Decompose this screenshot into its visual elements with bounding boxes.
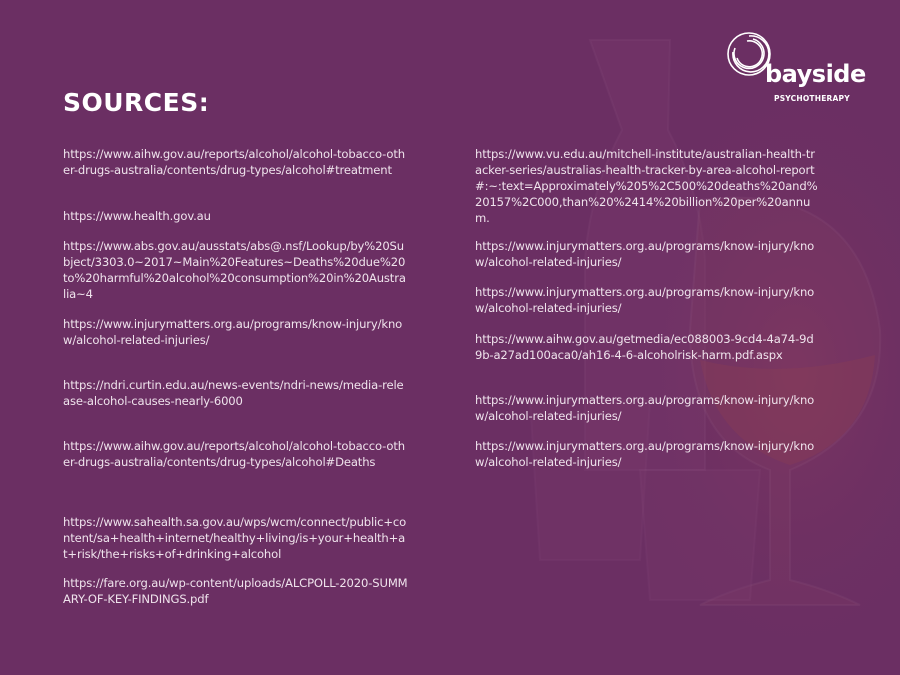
source-link[interactable]: https://www.health.gov.au <box>63 209 211 223</box>
source-link[interactable]: https://www.aihw.gov.au/getmedia/ec088003-9cd4-4a74-9d9b-a27ad100aca0/ah16-4-6-alcoholrisk-harm.pdf.aspx <box>475 332 814 362</box>
source-link[interactable]: https://www.aihw.gov.au/reports/alcohol/alcohol-tobacco-other-drugs-australia/contents/drug-types/alcohol#Deaths <box>63 439 405 469</box>
source-link[interactable]: https://www.injurymatters.org.au/programs/know-injury/know/alcohol-related-injuries/ <box>475 393 815 423</box>
source-link[interactable]: https://ndri.curtin.edu.au/news-events/ndri-news/media-release-alcohol-causes-nearly-6000 <box>63 378 404 408</box>
source-link[interactable]: https://www.injurymatters.org.au/programs/know-injury/know/alcohol-related-injuries/ <box>475 439 815 469</box>
source-link[interactable]: https://www.sahealth.sa.gov.au/wps/wcm/connect/public+content/sa+health+internet/healthy+living/is+your+health+at+risk/the+risks+of+drinking+alcohol <box>63 515 407 561</box>
bayside-psychotherapy-logo <box>725 30 870 110</box>
source-link[interactable]: https://www.injurymatters.org.au/programs/know-injury/know/alcohol-related-injuries/ <box>475 285 815 315</box>
logo-subtitle-text: PSYCHOTHERAPY <box>774 94 850 103</box>
source-link[interactable]: https://www.vu.edu.au/mitchell-institute/australian-health-tracker-series/australias-health-tracker-by-area-alcohol-report#:~:text=Approximately%205%2C500%20deaths%20and%20157%2C000,than%20%2414%20billion%20per%20annum. <box>475 147 818 225</box>
source-link[interactable]: https://www.injurymatters.org.au/programs/know-injury/know/alcohol-related-injuries/ <box>63 317 403 347</box>
logo-brand-text: bayside <box>765 60 866 88</box>
page-title: SOURCES: <box>63 88 210 117</box>
source-link[interactable]: https://www.abs.gov.au/ausstats/abs@.nsf/Lookup/by%20Subject/3303.0~2017~Main%20Features~Deaths%20due%20to%20harmful%20alcohol%20consumption%20in%20Australia~4 <box>63 239 406 301</box>
source-link[interactable]: https://www.injurymatters.org.au/programs/know-injury/know/alcohol-related-injuries/ <box>475 239 815 269</box>
source-link[interactable]: https://www.aihw.gov.au/reports/alcohol/alcohol-tobacco-other-drugs-australia/contents/drug-types/alcohol#treatment <box>63 147 405 177</box>
source-link[interactable]: https://fare.org.au/wp-content/uploads/ALCPOLL-2020-SUMMARY-OF-KEY-FINDINGS.pdf <box>63 576 408 606</box>
